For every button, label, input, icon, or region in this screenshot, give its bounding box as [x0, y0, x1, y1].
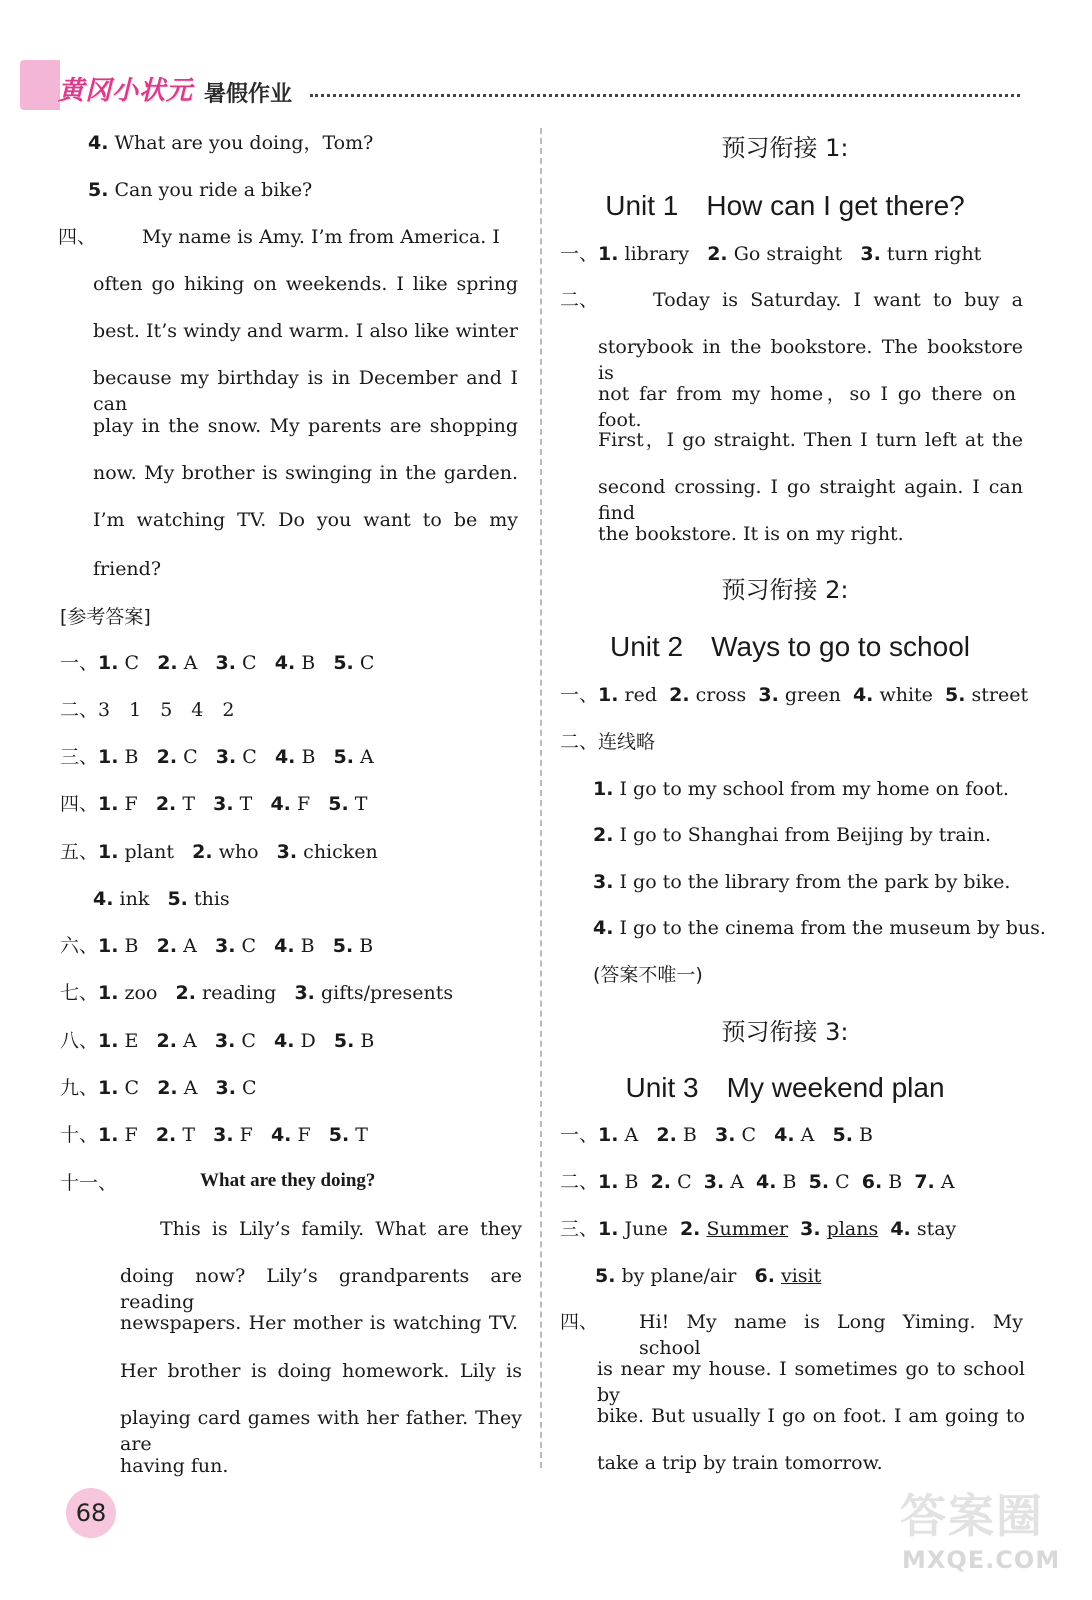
section-4-label: 四、 [58, 226, 97, 248]
passage2-line: playing card games with her father. They are [120, 1407, 522, 1455]
answer-row-3: 三、1. B 2. C 3. C 4. B 5. A [60, 746, 374, 768]
preview-3-row-2: 二、1. B 2. C 3. A 4. B 5. C 6. B 7. A [560, 1171, 955, 1193]
answer-row-5: 五、1. plant 2. who 3. chicken [60, 841, 378, 863]
preview-3-heading: 预习衔接 3: [721, 1018, 849, 1046]
passage2-line: Her brother is doing homework. Lily is [120, 1360, 522, 1382]
preview-1-passage-line: Today is Saturday. I want to buy a [653, 289, 1023, 311]
answer-row-5-cont: 4. ink 5. this [93, 888, 230, 910]
section-11-label: 十一、 [60, 1172, 118, 1194]
preview-3-row-3-cont: 5. by plane/air 6. visit [595, 1265, 822, 1287]
column-divider [540, 128, 542, 1468]
preview-1-section-2-label: 二、 [560, 289, 599, 311]
unit-2-title: Unit 2 Ways to go to school [609, 631, 970, 662]
preview-3-passage-line: is near my house. I sometimes go to school by [597, 1358, 1025, 1406]
story-title: What are they doing? [200, 1170, 376, 1191]
series-logo: 黄冈小状元 [58, 76, 194, 106]
passage1-line: friend? [93, 558, 162, 580]
answer-row-9: 九、1. C 2. A 3. C [60, 1077, 257, 1099]
preview-2-heading: 预习衔接 2: [721, 576, 849, 604]
passage2-line: newspapers. Her mother is watching TV. [120, 1312, 518, 1334]
preview-1-passage-line: second crossing. I go straight again. I can find [598, 476, 1023, 524]
preview-1-row-1: 一、1. library 2. Go straight 3. turn right [560, 243, 982, 265]
preview-1-passage-line: First，I go straight. Then I turn left at the [598, 429, 1023, 451]
unit-1-title: Unit 1 How can I get there? [605, 190, 965, 221]
answer-row-4: 四、1. F 2. T 3. T 4. F 5. T [60, 793, 368, 815]
preview-1-heading: 预习衔接 1: [721, 134, 849, 162]
preview-2-section-2-label: 二、连线略 [560, 731, 656, 753]
watermark-url: MXQE.COM [902, 1546, 1061, 1574]
answer-row-10: 十、1. F 2. T 3. F 4. F 5. T [60, 1124, 368, 1146]
reference-answer-label: [参考答案] [60, 606, 151, 628]
page-number: 68 [66, 1488, 116, 1538]
passage1-line: play in the snow. My parents are shopping [93, 415, 518, 437]
watermark [900, 1480, 1070, 1590]
header-pink-tab [20, 60, 60, 110]
header-dotted-line [310, 94, 1020, 97]
preview-3-row-3: 三、1. June 2. Summer 3. plans 4. stay [560, 1218, 957, 1240]
passage2-line: doing now? Lily’s grandparents are reading [120, 1265, 522, 1313]
passage1-line: best. It’s windy and warm. I also like winter [93, 320, 518, 342]
preview-3-section-4-label: 四、 [560, 1311, 599, 1333]
passage1-line: because my birthday is in December and I can [93, 367, 518, 415]
answer-row-2: 二、3 1 5 4 2 [60, 699, 235, 721]
preview-2-item: 3. I go to the library from the park by bike. [593, 871, 1011, 893]
answer-row-6: 六、1. B 2. A 3. C 4. B 5. B [60, 935, 374, 957]
preview-3-passage-line: bike. But usually I go on foot. I am going to [597, 1405, 1025, 1427]
passage1-line: My name is Amy. I’m from America. I [142, 226, 500, 248]
passage1-line: now. My brother is swinging in the garden. [93, 462, 518, 484]
page-header [0, 0, 1092, 120]
answer-row-1: 一、1. C 2. A 3. C 4. B 5. C [60, 652, 375, 674]
preview-1-passage-line: the bookstore. It is on my right. [598, 523, 904, 545]
preview-2-row-1: 一、1. red 2. cross 3. green 4. white 5. street [560, 684, 1029, 706]
watermark-text: 答案圈 [900, 1489, 1044, 1543]
passage1-line: I’m watching TV. Do you want to be my [93, 509, 518, 531]
preview-1-passage-line: not far from my home，so I go there on foot. [598, 383, 1016, 431]
answer-row-8: 八、1. E 2. A 3. C 4. D 5. B [60, 1030, 375, 1052]
unit-3-title: Unit 3 My weekend plan [625, 1072, 945, 1103]
preview-2-item: 1. I go to my school from my home on foot. [593, 778, 1009, 800]
preview-3-passage-line: take a trip by train tomorrow. [597, 1452, 883, 1474]
preview-2-item: 4. I go to the cinema from the museum by bus. [593, 917, 1046, 939]
book-type: 暑假作业 [204, 82, 293, 107]
left-q5: 5. Can you ride a bike? [88, 179, 313, 201]
left-q4: 4. What are you doing，Tom? [88, 132, 374, 154]
passage2-line: having fun. [120, 1455, 229, 1477]
preview-3-row-1: 一、1. A 2. B 3. C 4. A 5. B [560, 1124, 873, 1146]
preview-3-passage-line: Hi! My name is Long Yiming. My school [639, 1311, 1023, 1359]
preview-2-item: 2. I go to Shanghai from Beijing by train. [593, 824, 992, 846]
preview-2-note: (答案不唯一) [593, 964, 703, 986]
answer-row-7: 七、1. zoo 2. reading 3. gifts/presents [60, 982, 454, 1004]
passage1-line: often go hiking on weekends. I like spring [93, 273, 518, 295]
preview-1-passage-line: storybook in the bookstore. The bookstore is [598, 336, 1023, 384]
passage2-line: This is Lily’s family. What are they [160, 1218, 522, 1240]
